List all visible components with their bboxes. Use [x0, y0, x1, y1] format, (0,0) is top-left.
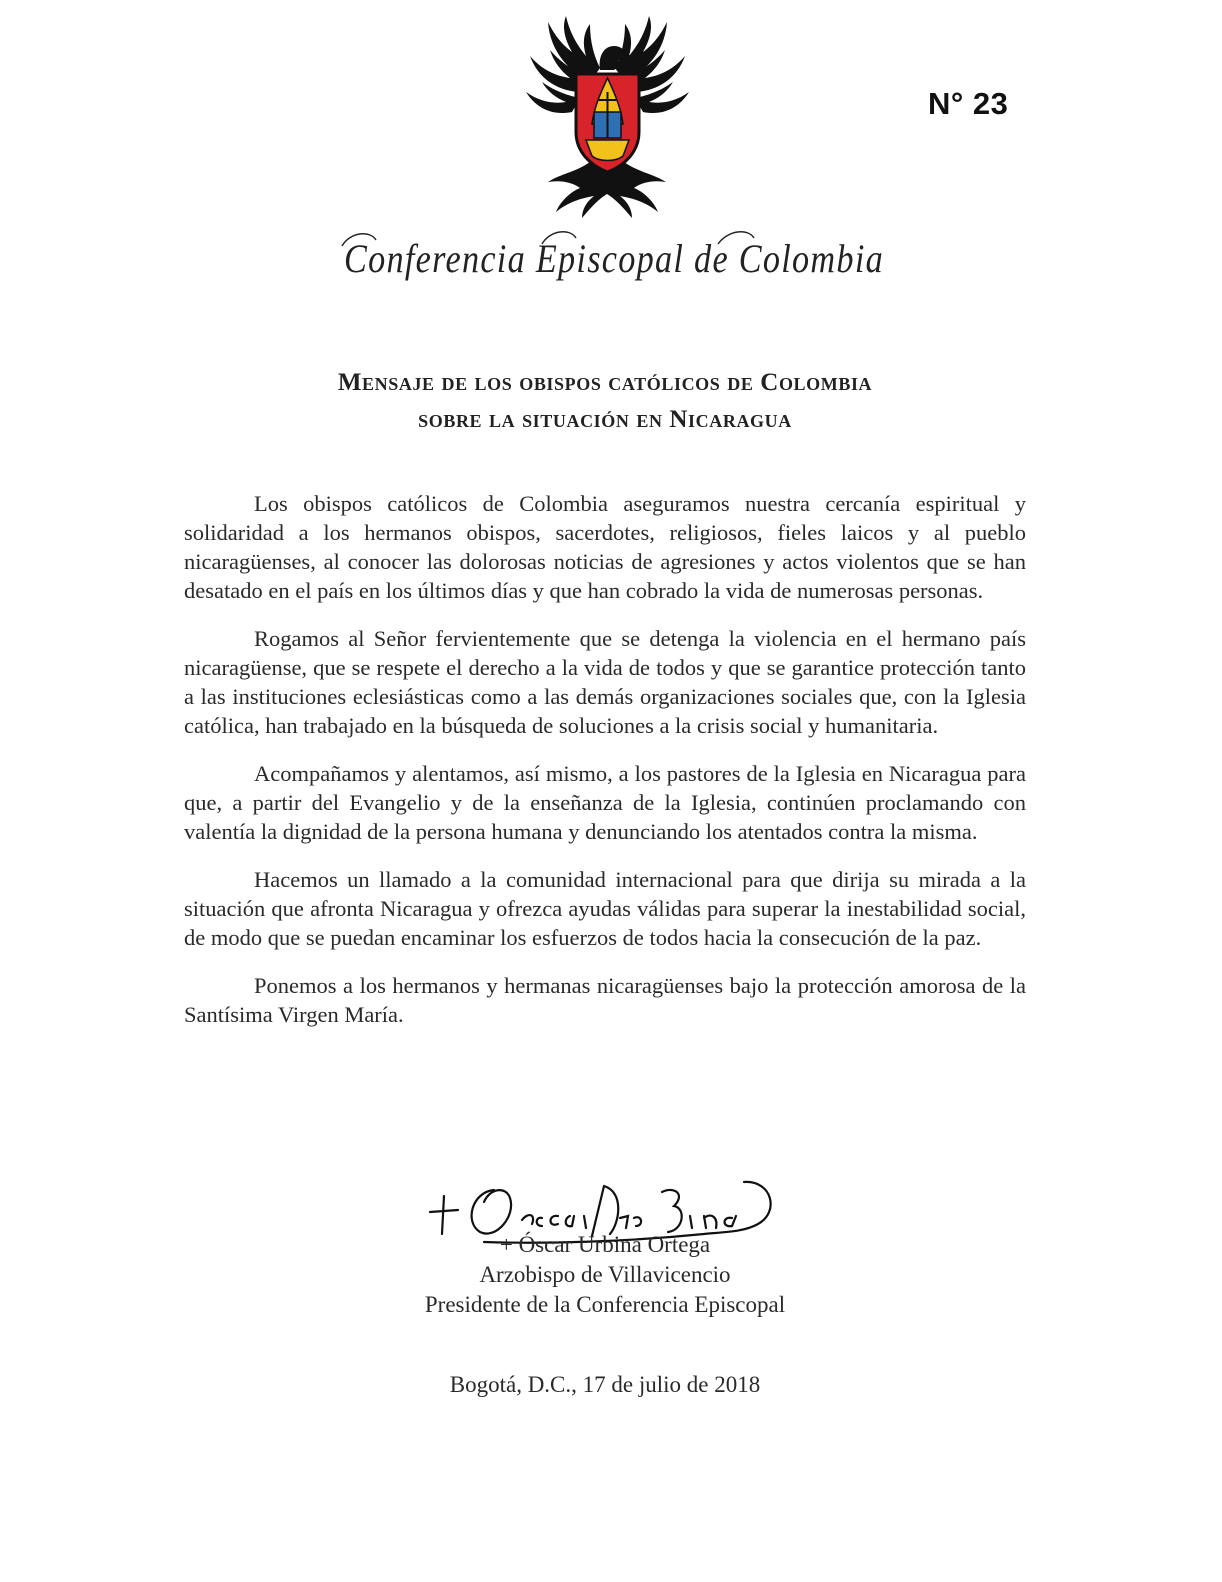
signer-block	[300, 1230, 910, 1320]
place-date: Bogotá, D.C., 17 de julio de 2018	[449, 1372, 761, 1397]
paragraph: Rogamos al Señor fervientemente que se detenga la violencia en el hermano país nicaragüense, que se respete el derecho a la vida de todos y que se garantice protección tanto a las instituciones eclesiásticas como a las demás organizaciones sociales que, con la Iglesia católica, han trabajado en la búsqueda de soluciones a la crisis social y humanitaria.	[184, 626, 1026, 738]
paragraph: Los obispos católicos de Colombia aseguramos nuestra cercanía espiritual y solidaridad a los hermanos obispos, sacerdotes, religiosos, fieles laicos y al pueblo nicaragüenses, al conocer las dolorosas noticias de agresiones y actos violentos que se han desatado en el país en los últimos días y que han cobrado la vida de numerosas personas.	[184, 491, 1026, 603]
paragraph: Ponemos a los hermanos y hermanas nicaragüenses bajo la protección amorosa de la Santísima Virgen María.	[184, 973, 1026, 1027]
episcopal-crest-logo	[520, 12, 695, 222]
title-line-2: sobre la situación en Nicaragua	[418, 406, 792, 433]
title-line-1: Mensaje de los obispos católicos de Colombia	[337, 369, 873, 396]
message-body	[184, 489, 1026, 1048]
handwritten-signature-text: + Oscar Urbina	[436, 1214, 443, 1215]
paragraph: Hacemos un llamado a la comunidad internacional para que dirija su mirada a la situación que afronta Nicaragua y ofrezca ayudas válidas para superar la inestabilidad social, de modo que se puedan encaminar los esfuerzos de todos hacia la consecución de la paz.	[184, 867, 1026, 950]
organization-name-text: Conferencia Episcopal de Colombia	[344, 236, 884, 281]
signer-role: Arzobispo de Villavicencio	[479, 1262, 731, 1287]
issue-number: N° 23	[928, 86, 1009, 121]
paragraph: Acompañamos y alentamos, así mismo, a los pastores de la Iglesia en Nicaragua para que, a partir del Evangelio y de la enseñanza de la Iglesia, continúen proclamando con valentía la dignidad de la persona humana y denunciando los atentados contra la misma.	[184, 761, 1026, 844]
document-title	[180, 364, 1030, 438]
organization-name-calligraphy	[336, 226, 896, 290]
signer-name: + Óscar Urbina Ortega	[499, 1232, 711, 1257]
signer-position: Presidente de la Conferencia Episcopal	[424, 1292, 786, 1317]
